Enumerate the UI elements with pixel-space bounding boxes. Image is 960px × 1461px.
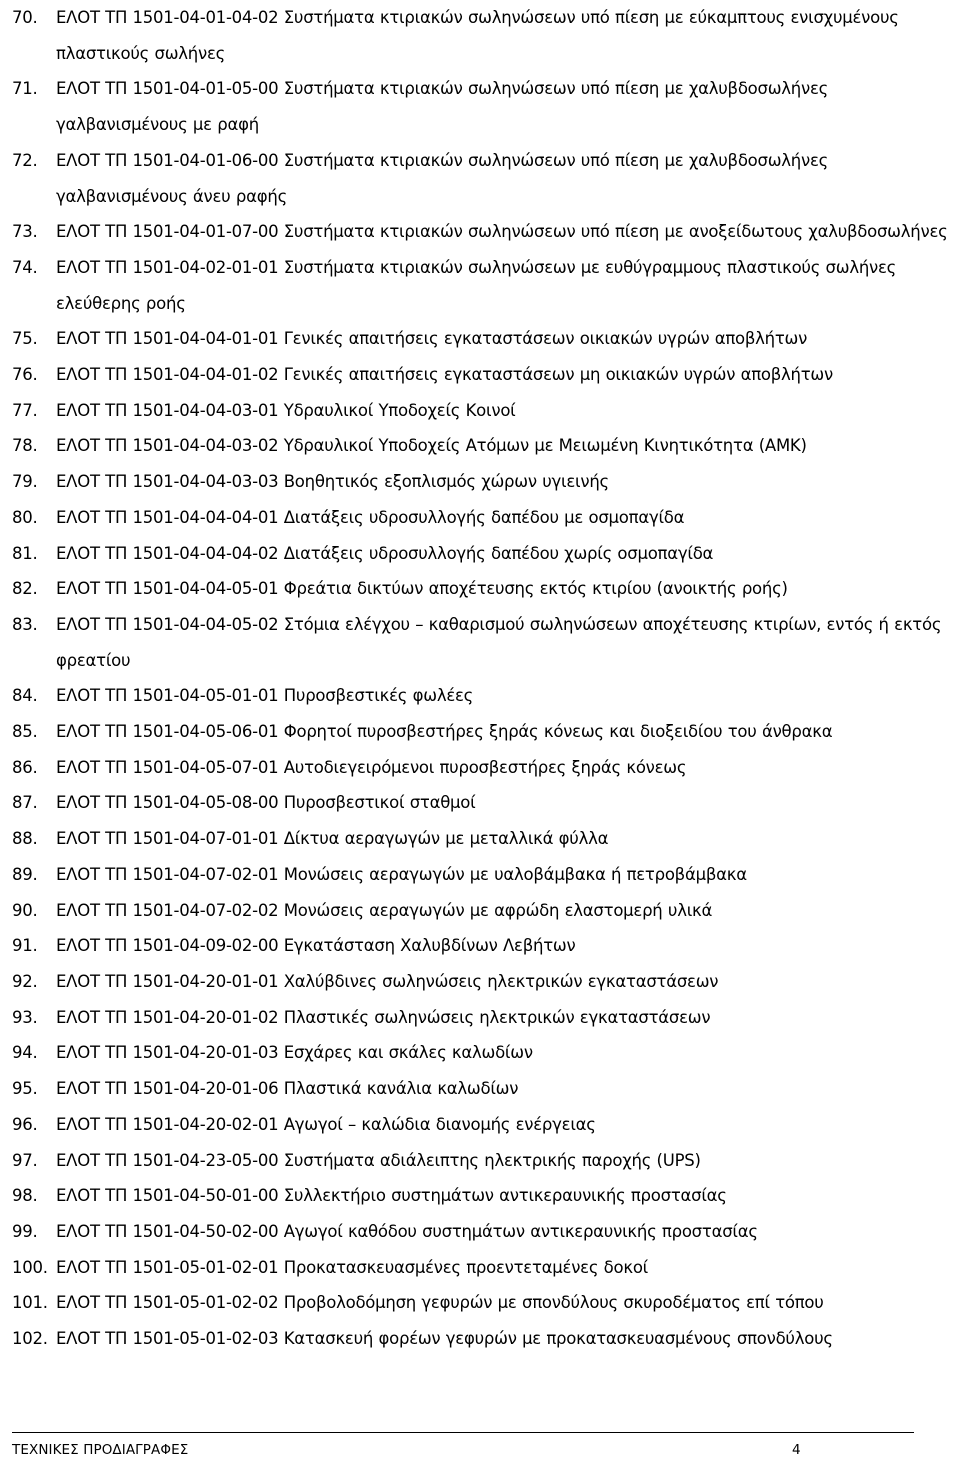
list-item-number: 84. (12, 686, 38, 706)
list-item (0, 785, 960, 821)
list-item-text: ΕΛΟΤ ΤΠ 1501-05-01-02-02 Προβολοδόμηση γεφυρών με σπονδύλους σκυροδέματος επί τόπου (56, 1293, 824, 1313)
list-item-text: ΕΛΟΤ ΤΠ 1501-04-04-05-01 Φρεάτια δικτύων αποχέτευσης εκτός κτιρίου (ανοικτής ροής) (56, 579, 788, 599)
list-item-text: ΕΛΟΤ ΤΠ 1501-04-05-08-00 Πυροσβεστικοί σταθμοί (56, 793, 476, 813)
list-item-text: ΕΛΟΤ ΤΠ 1501-04-01-05-00 Συστήματα κτιριακών σωληνώσεων υπό πίεση με χαλυβδοσωλήνες γαλβανισμένους με ραφή (56, 79, 829, 135)
list-item-text: ΕΛΟΤ ΤΠ 1501-04-04-03-02 Υδραυλικοί Υποδοχείς Ατόμων με Μειωμένη Κινητικότητα (ΑΜΚ) (56, 436, 807, 456)
list-item-text: ΕΛΟΤ ΤΠ 1501-04-04-01-01 Γενικές απαιτήσεις εγκαταστάσεων οικιακών υγρών αποβλήτων (56, 329, 808, 349)
list-item-text: ΕΛΟΤ ΤΠ 1501-04-04-05-02 Στόμια ελέγχου – καθαρισμού σωληνώσεων αποχέτευσης κτιρίων, εντός ή εκτός φρεατίου (56, 614, 942, 670)
list-item-number: 80. (12, 507, 38, 527)
list-item-text: ΕΛΟΤ ΤΠ 1501-04-01-07-00 Συστήματα κτιριακών σωληνώσεων υπό πίεση με ανοξείδωτους χαλυβδοσωλήνες (56, 222, 948, 242)
list-item-number: 101. (12, 1293, 48, 1313)
list-item-number: 100. (12, 1257, 48, 1277)
list-item (0, 250, 960, 321)
list-item-number: 70. (12, 8, 38, 27)
list-item-text: ΕΛΟΤ ΤΠ 1501-04-23-05-00 Συστήματα αδιάλειπτης ηλεκτρικής παροχής (UPS) (56, 1150, 701, 1170)
list-item-text: ΕΛΟΤ ΤΠ 1501-04-05-06-01 Φορητοί πυροσβεστήρες ξηράς κόνεως και διοξειδίου του άνθρακα (56, 722, 833, 742)
list-item-text: ΕΛΟΤ ΤΠ 1501-04-04-04-01 Διατάξεις υδροσυλλογής δαπέδου με οσμοπαγίδα (56, 507, 685, 527)
list-item-text: ΕΛΟΤ ΤΠ 1501-04-04-01-02 Γενικές απαιτήσεις εγκαταστάσεων μη οικιακών υγρών αποβλήτων (56, 365, 833, 385)
list-item-text: ΕΛΟΤ ΤΠ 1501-04-20-01-02 Πλαστικές σωληνώσεις ηλεκτρικών εγκαταστάσεων (56, 1007, 711, 1027)
list-item-number: 89. (12, 864, 38, 884)
list-item (0, 678, 960, 714)
list-item (0, 71, 960, 142)
page-number: 4 (792, 1442, 801, 1458)
list-item-text: ΕΛΟΤ ΤΠ 1501-05-01-02-01 Προκατασκευασμένες προεντεταμένες δοκοί (56, 1257, 649, 1277)
list-item (0, 1285, 960, 1321)
list-item (0, 750, 960, 786)
list-item (0, 964, 960, 1000)
list-item-text: ΕΛΟΤ ΤΠ 1501-04-04-03-03 Βοηθητικός εξοπλισμός χώρων υγιεινής (56, 472, 609, 492)
list-item-number: 79. (12, 472, 38, 492)
list-item (0, 571, 960, 607)
list-item-number: 95. (12, 1079, 38, 1099)
list-item-number: 88. (12, 829, 38, 849)
list-item-number: 92. (12, 971, 38, 991)
list-item (0, 1071, 960, 1107)
list-item-number: 90. (12, 900, 38, 920)
list-item-number: 81. (12, 543, 38, 563)
list-item-text: ΕΛΟΤ ΤΠ 1501-04-05-07-01 Αυτοδιεγειρόμενοι πυροσβεστήρες ξηράς κόνεως (56, 757, 687, 777)
list-item-number: 76. (12, 365, 38, 385)
list-item-text: ΕΛΟΤ ΤΠ 1501-04-20-01-01 Χαλύβδινες σωληνώσεις ηλεκτρικών εγκαταστάσεων (56, 971, 719, 991)
list-item-number: 98. (12, 1186, 38, 1206)
list-item (0, 1321, 960, 1357)
list-item-text: ΕΛΟΤ ΤΠ 1501-04-02-01-01 Συστήματα κτιριακών σωληνώσεων με ευθύγραμμους πλαστικούς σωλήνες ελεύθερης ροής (56, 257, 897, 313)
list-item (0, 0, 960, 71)
list-item-text: ΕΛΟΤ ΤΠ 1501-04-50-02-00 Αγωγοί καθόδου συστημάτων αντικεραυνικής προστασίας (56, 1221, 758, 1241)
list-item-number: 93. (12, 1007, 38, 1027)
list-item-number: 99. (12, 1221, 38, 1241)
list-item (0, 214, 960, 250)
footer-divider (12, 1432, 914, 1433)
list-item (0, 464, 960, 500)
list-item (0, 321, 960, 357)
list-item (0, 1107, 960, 1143)
list-item-number: 87. (12, 793, 38, 813)
list-item-number: 73. (12, 222, 38, 242)
list-item (0, 1178, 960, 1214)
list-item-number: 78. (12, 436, 38, 456)
list-item-text: ΕΛΟΤ ΤΠ 1501-05-01-02-03 Κατασκευή φορέων γεφυρών με προκατασκευασμένους σπονδύλους (56, 1329, 833, 1349)
list-item (0, 1000, 960, 1036)
list-item-number: 96. (12, 1114, 38, 1134)
list-item-number: 102. (12, 1329, 48, 1349)
list-item-text: ΕΛΟΤ ΤΠ 1501-04-04-03-01 Υδραυλικοί Υποδοχείς Κοινοί (56, 400, 516, 420)
list-item-number: 94. (12, 1043, 38, 1063)
list-item (0, 607, 960, 678)
list-item-text: ΕΛΟΤ ΤΠ 1501-04-20-02-01 Αγωγοί – καλώδια διανομής ενέργειας (56, 1114, 596, 1134)
list-item (0, 714, 960, 750)
list-item (0, 857, 960, 893)
list-item (0, 536, 960, 572)
list-item (0, 928, 960, 964)
list-item (0, 428, 960, 464)
list-item-text: ΕΛΟΤ ΤΠ 1501-04-05-01-01 Πυροσβεστικές φωλέες (56, 686, 474, 706)
list-item (0, 893, 960, 929)
list-item-text: ΕΛΟΤ ΤΠ 1501-04-04-04-02 Διατάξεις υδροσυλλογής δαπέδου χωρίς οσμοπαγίδα (56, 543, 714, 563)
list-item-number: 83. (12, 614, 38, 634)
list-item (0, 393, 960, 429)
list-item-text: ΕΛΟΤ ΤΠ 1501-04-07-02-01 Μονώσεις αεραγωγών με υαλοβάμβακα ή πετροβάμβακα (56, 864, 747, 884)
list-item (0, 143, 960, 214)
list-item-text: ΕΛΟΤ ΤΠ 1501-04-20-01-06 Πλαστικά κανάλια καλωδίων (56, 1079, 519, 1099)
list-item-number: 77. (12, 400, 38, 420)
list-item-text: ΕΛΟΤ ΤΠ 1501-04-09-02-00 Εγκατάσταση Χαλυβδίνων Λεβήτων (56, 936, 576, 956)
list-item-number: 86. (12, 757, 38, 777)
list-item (0, 1035, 960, 1071)
list-item-number: 82. (12, 579, 38, 599)
list-item (0, 1143, 960, 1179)
list-item-number: 75. (12, 329, 38, 349)
list-item (0, 1214, 960, 1250)
list-item (0, 821, 960, 857)
list-item-text: ΕΛΟΤ ΤΠ 1501-04-07-01-01 Δίκτυα αεραγωγών με μεταλλικά φύλλα (56, 829, 609, 849)
list-item-number: 85. (12, 722, 38, 742)
list-item (0, 500, 960, 536)
list-item (0, 357, 960, 393)
list-item-number: 91. (12, 936, 38, 956)
list-item-text: ΕΛΟΤ ΤΠ 1501-04-07-02-02 Μονώσεις αεραγωγών με αφρώδη ελαστομερή υλικά (56, 900, 713, 920)
list-item (0, 1250, 960, 1286)
list-item-text: ΕΛΟΤ ΤΠ 1501-04-01-04-02 Συστήματα κτιριακών σωληνώσεων υπό πίεση με εύκαμπτους ενισχυμένους πλαστικούς σωλήνες (56, 8, 899, 63)
list-item-number: 74. (12, 257, 38, 277)
list-item-text: ΕΛΟΤ ΤΠ 1501-04-20-01-03 Εσχάρες και σκάλες καλωδίων (56, 1043, 533, 1063)
list-item-text: ΕΛΟΤ ΤΠ 1501-04-01-06-00 Συστήματα κτιριακών σωληνώσεων υπό πίεση με χαλυβδοσωλήνες γαλβανισμένους άνευ ραφής (56, 150, 829, 206)
list-item-number: 97. (12, 1150, 38, 1170)
list-item-number: 71. (12, 79, 38, 99)
footer-title: ΤΕΧΝΙΚΕΣ ΠΡΟΔΙΑΓΡΑΦΕΣ (12, 1442, 189, 1458)
list-item-text: ΕΛΟΤ ΤΠ 1501-04-50-01-00 Συλλεκτήριο συστημάτων αντικεραυνικής προστασίας (56, 1186, 727, 1206)
list-item-number: 72. (12, 150, 38, 170)
